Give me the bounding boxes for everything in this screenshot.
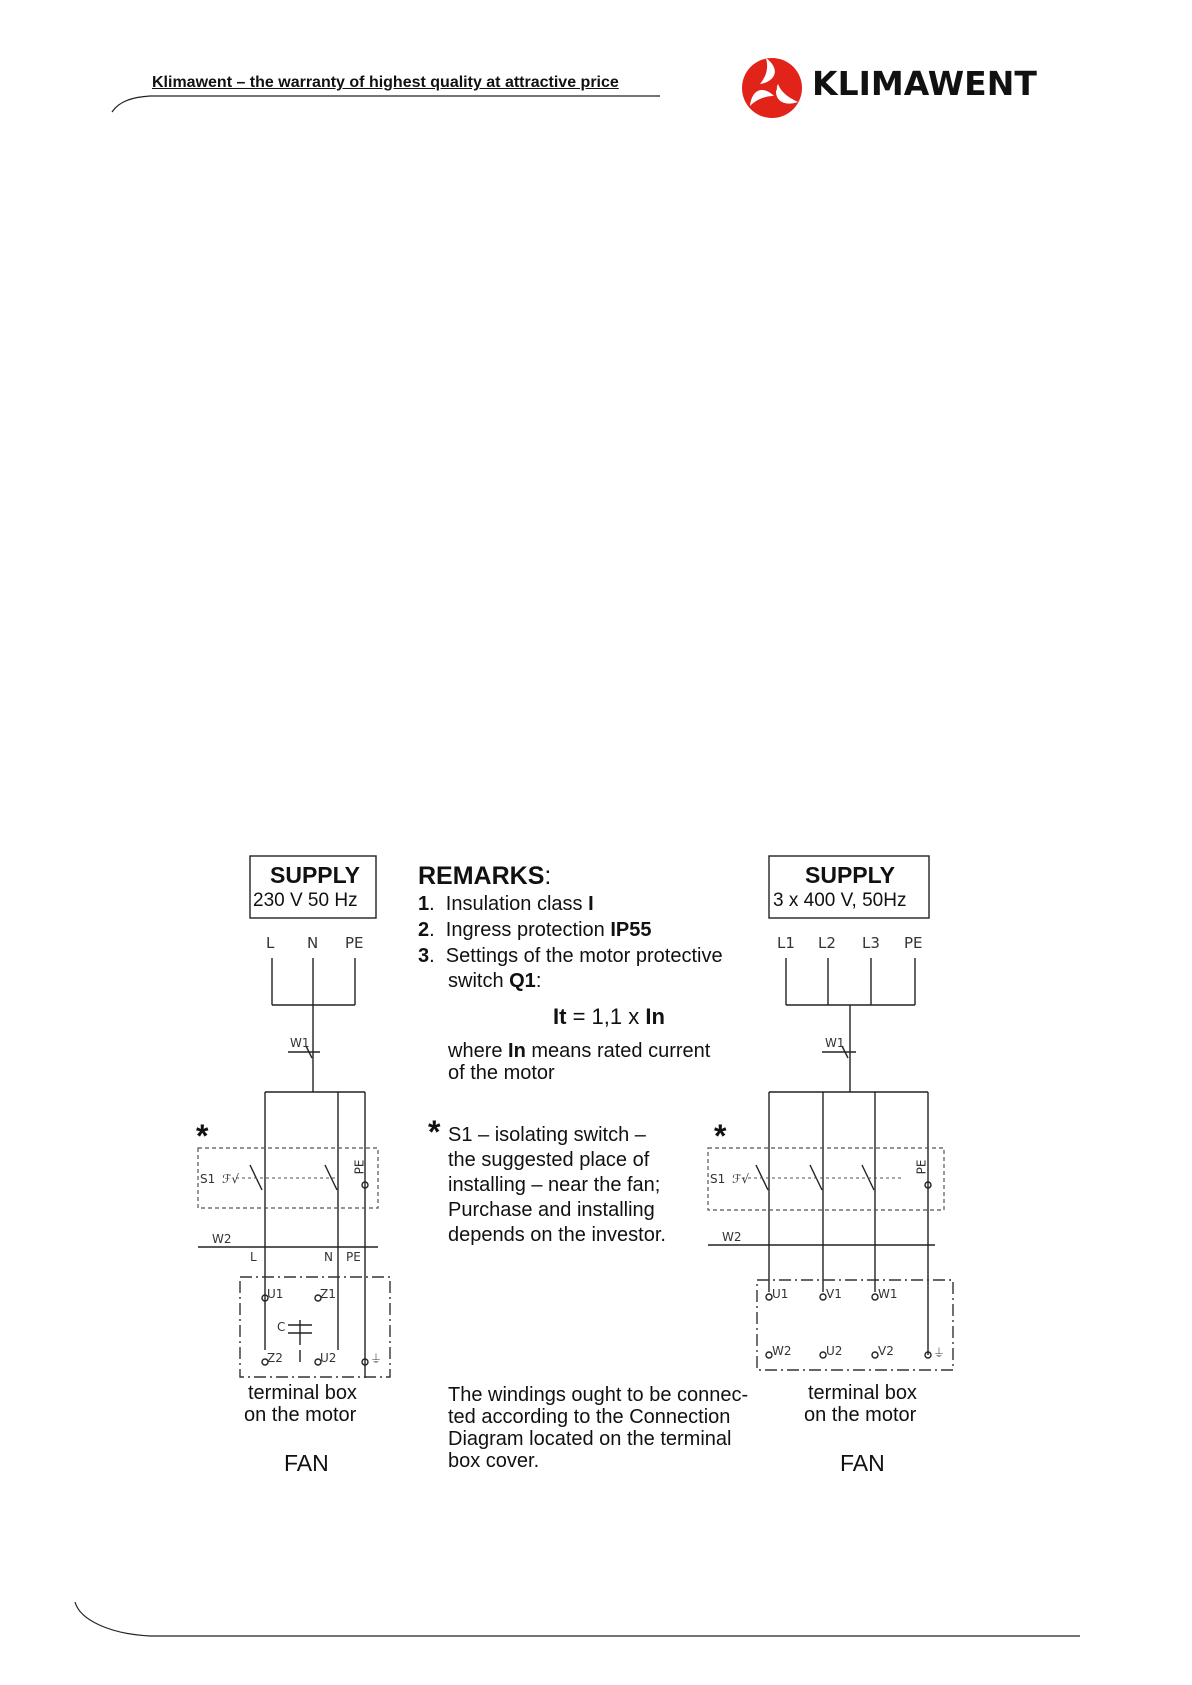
- left-supply-title: SUPPLY: [270, 862, 360, 888]
- right-pe-label: PE: [914, 1159, 929, 1175]
- left-lower-l: L: [250, 1250, 257, 1264]
- right-phase-pe: PE: [904, 934, 923, 952]
- right-terminal-u2: U2: [826, 1344, 843, 1358]
- windings-line-1: The windings ought to be connec-: [448, 1384, 749, 1406]
- right-terminal-v2: V2: [878, 1344, 894, 1358]
- s1-line-4: Purchase and installing: [448, 1199, 655, 1221]
- right-ground-icon: ⏚: [933, 1346, 946, 1360]
- left-pe-label: PE: [352, 1159, 367, 1175]
- right-phase-l2: L2: [818, 934, 836, 952]
- left-cable-w2: W2: [212, 1232, 232, 1246]
- right-phase-l1: L1: [777, 934, 795, 952]
- right-cable-w2: W2: [722, 1230, 742, 1244]
- left-phase-pe: PE: [345, 934, 364, 952]
- s1-line-3: installing – near the fan;: [448, 1174, 661, 1196]
- left-supply-value: 230 V 50 Hz: [253, 890, 358, 911]
- right-switch-label: S1: [710, 1172, 726, 1186]
- right-switch-symbol: ℱ√: [732, 1172, 750, 1186]
- left-star: *: [196, 1118, 209, 1154]
- remark-item-2: 2. Ingress protection IP55: [418, 919, 652, 941]
- right-terminal-w1: W1: [878, 1287, 898, 1301]
- s1-line-1: S1 – isolating switch –: [448, 1124, 646, 1146]
- logo-text: KLIMAWENT: [812, 64, 1037, 103]
- remark-item-3: 3. Settings of the motor protective: [418, 945, 723, 967]
- left-lower-pe: PE: [346, 1250, 361, 1264]
- right-box-caption-1: terminal box: [808, 1382, 917, 1404]
- right-supply-title: SUPPLY: [805, 862, 895, 888]
- left-fan-label: FAN: [284, 1450, 329, 1476]
- remarks-title: REMARKS:: [418, 862, 552, 890]
- left-phase-l: L: [266, 934, 275, 952]
- left-terminal-u1: U1: [267, 1287, 284, 1301]
- left-ground-icon: ⏚: [370, 1352, 383, 1366]
- remark-item-3-line2: switch Q1:: [448, 970, 542, 992]
- right-terminal-v1: V1: [826, 1287, 842, 1301]
- left-phase-n: N: [307, 934, 319, 952]
- s1-star: *: [428, 1114, 441, 1150]
- windings-line-2: ted according to the Connection: [448, 1406, 731, 1428]
- left-capacitor-label: C: [277, 1320, 286, 1334]
- right-cable-w1: W1: [825, 1036, 845, 1050]
- formula: It = 1,1 x In: [553, 1004, 665, 1029]
- left-lower-n: N: [324, 1250, 333, 1264]
- left-box-caption-2: on the motor: [244, 1404, 357, 1426]
- left-box-caption-1: terminal box: [248, 1382, 357, 1404]
- s1-line-2: the suggested place of: [448, 1149, 650, 1171]
- right-fan-label: FAN: [840, 1450, 885, 1476]
- right-phase-l3: L3: [862, 934, 880, 952]
- left-switch-symbol: ℱ√: [222, 1172, 240, 1186]
- left-terminal-z1: Z1: [320, 1287, 336, 1301]
- windings-line-3: Diagram located on the terminal: [448, 1428, 732, 1450]
- right-supply-value: 3 x 400 V, 50Hz: [773, 890, 907, 911]
- right-box-caption-2: on the motor: [804, 1404, 917, 1426]
- s1-line-5: depends on the investor.: [448, 1224, 666, 1246]
- header-tagline: Klimawent – the warranty of highest quality at attractive price: [152, 74, 619, 91]
- right-terminal-w2: W2: [772, 1344, 792, 1358]
- right-terminal-u1: U1: [772, 1287, 789, 1301]
- remark-item-1: 1. Insulation class I: [418, 893, 594, 915]
- windings-line-4: box cover.: [448, 1450, 540, 1472]
- left-terminal-z2: Z2: [267, 1351, 283, 1365]
- left-cable-w1: W1: [290, 1036, 310, 1050]
- right-star: *: [714, 1118, 727, 1154]
- where-line-2: of the motor: [448, 1062, 555, 1084]
- left-terminal-u2: U2: [320, 1351, 337, 1365]
- where-line: where In means rated current: [448, 1040, 711, 1062]
- left-switch-label: S1: [200, 1172, 216, 1186]
